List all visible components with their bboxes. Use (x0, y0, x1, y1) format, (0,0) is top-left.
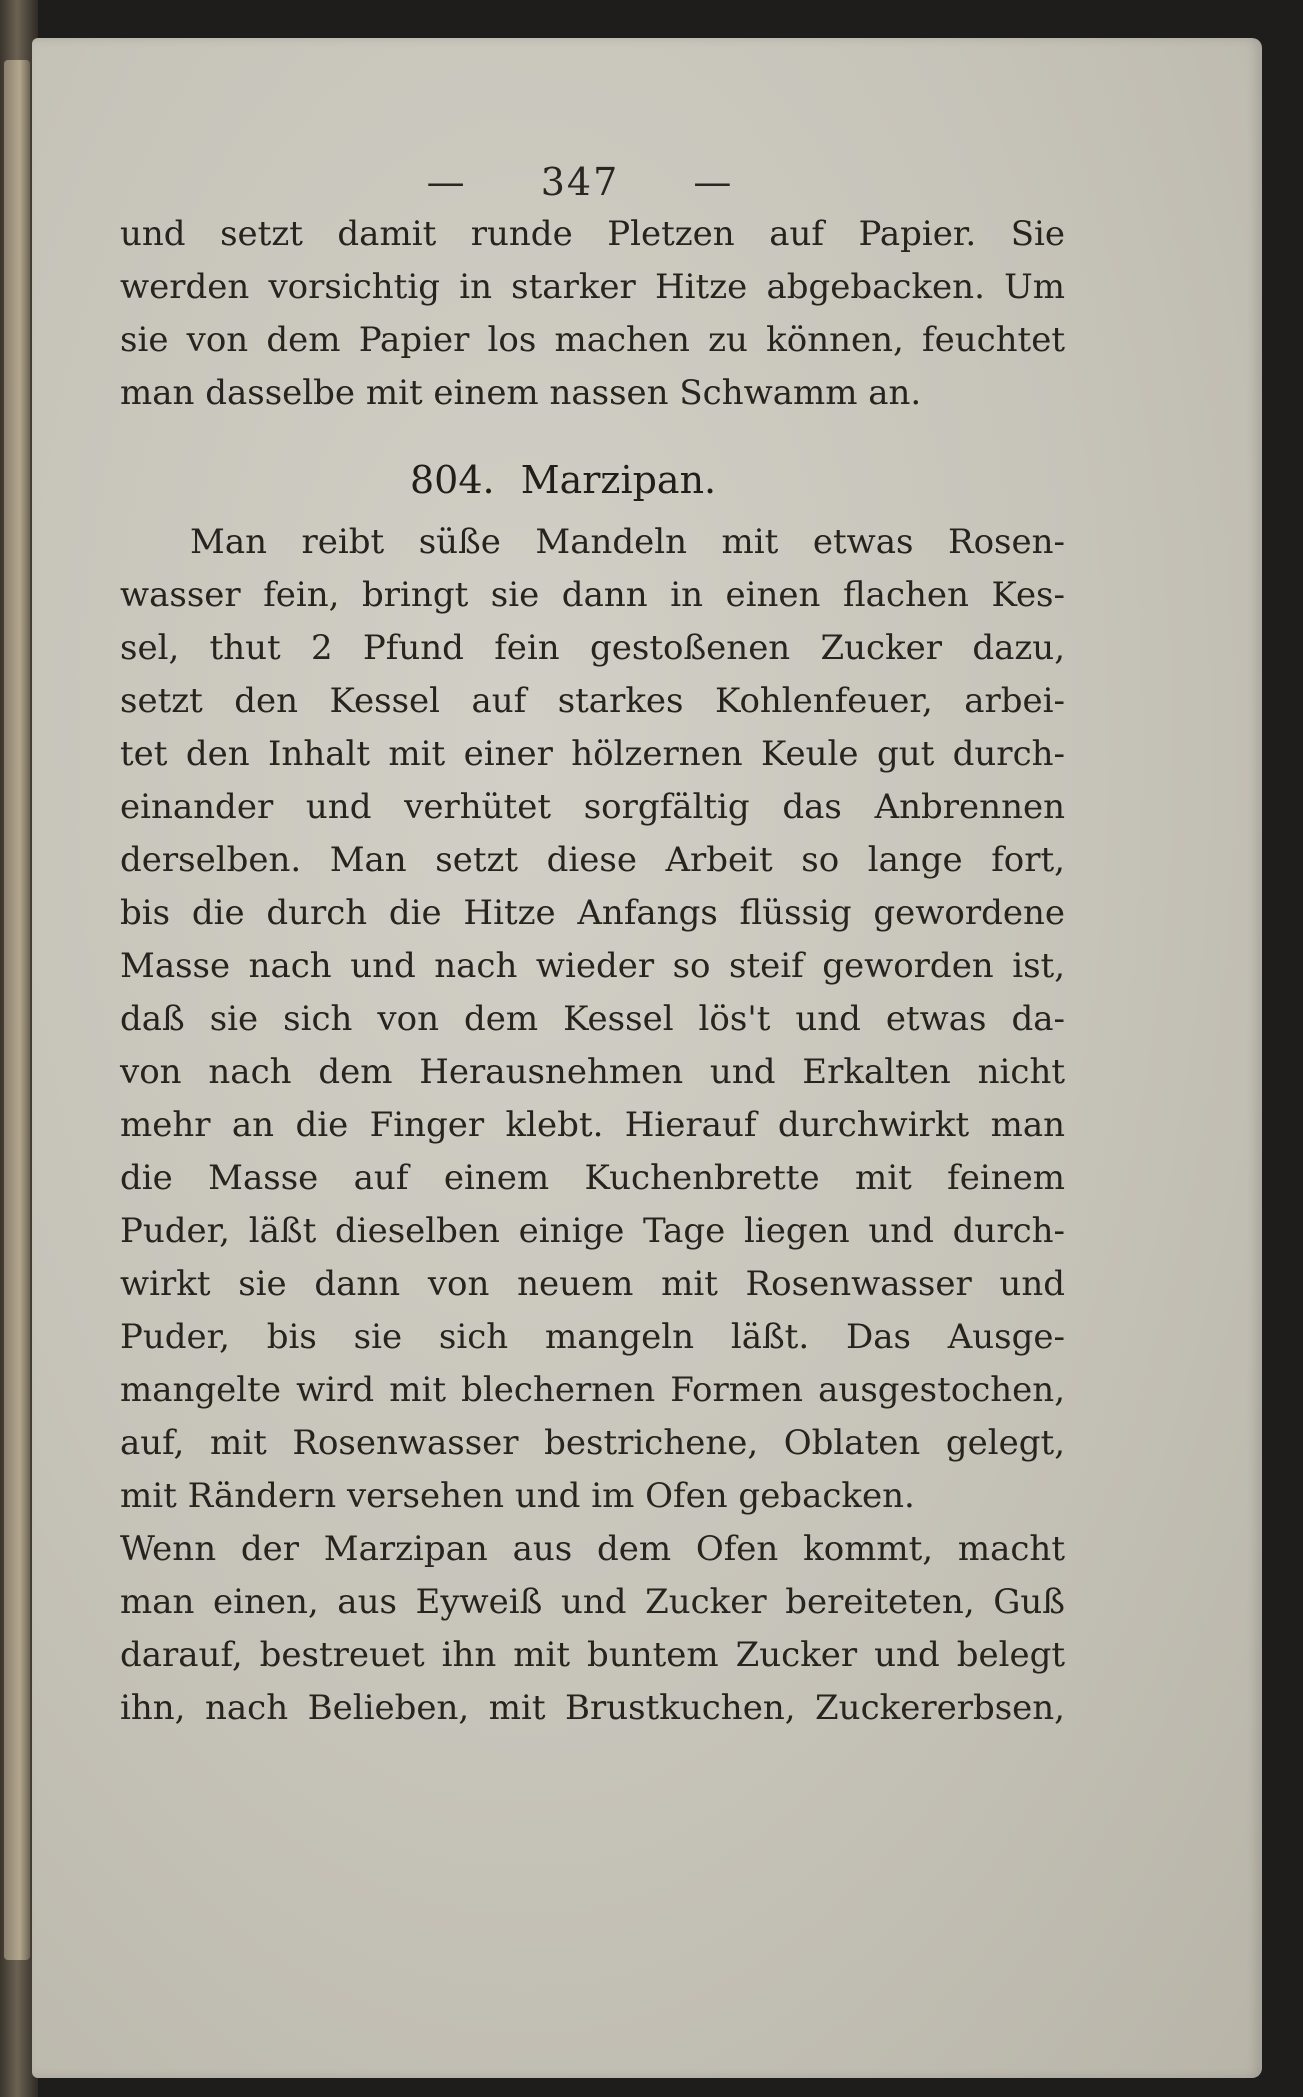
text-line: setzt den Kessel auf starkes Kohlenfeuer, arbei- (120, 681, 1065, 721)
header-dash-left: — (426, 160, 467, 204)
text-line: daß sie sich von dem Kessel lös't und etwas da- (120, 999, 1065, 1039)
text-line: von nach dem Herausnehmen und Erkalten nicht (120, 1052, 1065, 1092)
text-line: Masse nach und nach wieder so steif geworden ist, (120, 946, 1065, 986)
header-dash-right: — (693, 160, 734, 204)
text-line: bis die durch die Hitze Anfangs flüssig gewordene (120, 893, 1065, 933)
text-line: wasser fein, bringt sie dann in einen flachen Kes- (120, 575, 1065, 615)
text-line: man dasselbe mit einem nassen Schwamm an. (120, 373, 922, 413)
section-number: 804. (410, 458, 495, 502)
text-line: wirkt sie dann von neuem mit Rosenwasser und (120, 1264, 1065, 1304)
text-line: sel, thut 2 Pfund fein gestoßenen Zucker dazu, (120, 628, 1065, 668)
text-line: Man reibt süße Mandeln mit etwas Rosen- (190, 522, 1065, 562)
text-line: sie von dem Papier los machen zu können, feuchtet (120, 320, 1065, 360)
text-line: tet den Inhalt mit einer hölzernen Keule gut durch- (120, 734, 1065, 774)
text-line: mit Rändern versehen und im Ofen gebacken. (120, 1476, 915, 1516)
text-line: darauf, bestreuet ihn mit buntem Zucker und belegt (120, 1635, 1065, 1675)
text-line: Wenn der Marzipan aus dem Ofen kommt, macht (120, 1529, 1065, 1569)
main-paragraph (120, 516, 1065, 1735)
text-line: mehr an die Finger klebt. Hierauf durchwirkt man (120, 1105, 1065, 1145)
text-line: Puder, bis sie sich mangeln läßt. Das Ausge- (120, 1317, 1065, 1357)
page-header (370, 160, 790, 204)
text-line: Puder, läßt dieselben einige Tage liegen und durch- (120, 1211, 1065, 1251)
text-line: mangelte wird mit blechernen Formen ausgestochen, (120, 1370, 1065, 1410)
text-line: derselben. Man setzt diese Arbeit so lange fort, (120, 840, 1065, 880)
adjacent-page-strip (4, 60, 30, 1960)
text-line: werden vorsichtig in starker Hitze abgebacken. Um (120, 267, 1065, 307)
section-title: Marzipan. (520, 458, 717, 502)
text-line: auf, mit Rosenwasser bestrichene, Oblaten gelegt, (120, 1423, 1065, 1463)
text-line: die Masse auf einem Kuchenbrette mit feinem (120, 1158, 1065, 1198)
page-number: 347 (540, 160, 620, 204)
text-line: einander und verhütet sorgfältig das Anbrennen (120, 787, 1065, 827)
text-line: ihn, nach Belieben, mit Brustkuchen, Zuckererbsen, (120, 1688, 1065, 1728)
text-line: und setzt damit runde Pletzen auf Papier. Sie (120, 214, 1065, 254)
section-heading (410, 458, 716, 502)
text-line: man einen, aus Eyweiß und Zucker bereiteten, Guß (120, 1582, 1065, 1622)
top-paragraph (120, 208, 1065, 420)
